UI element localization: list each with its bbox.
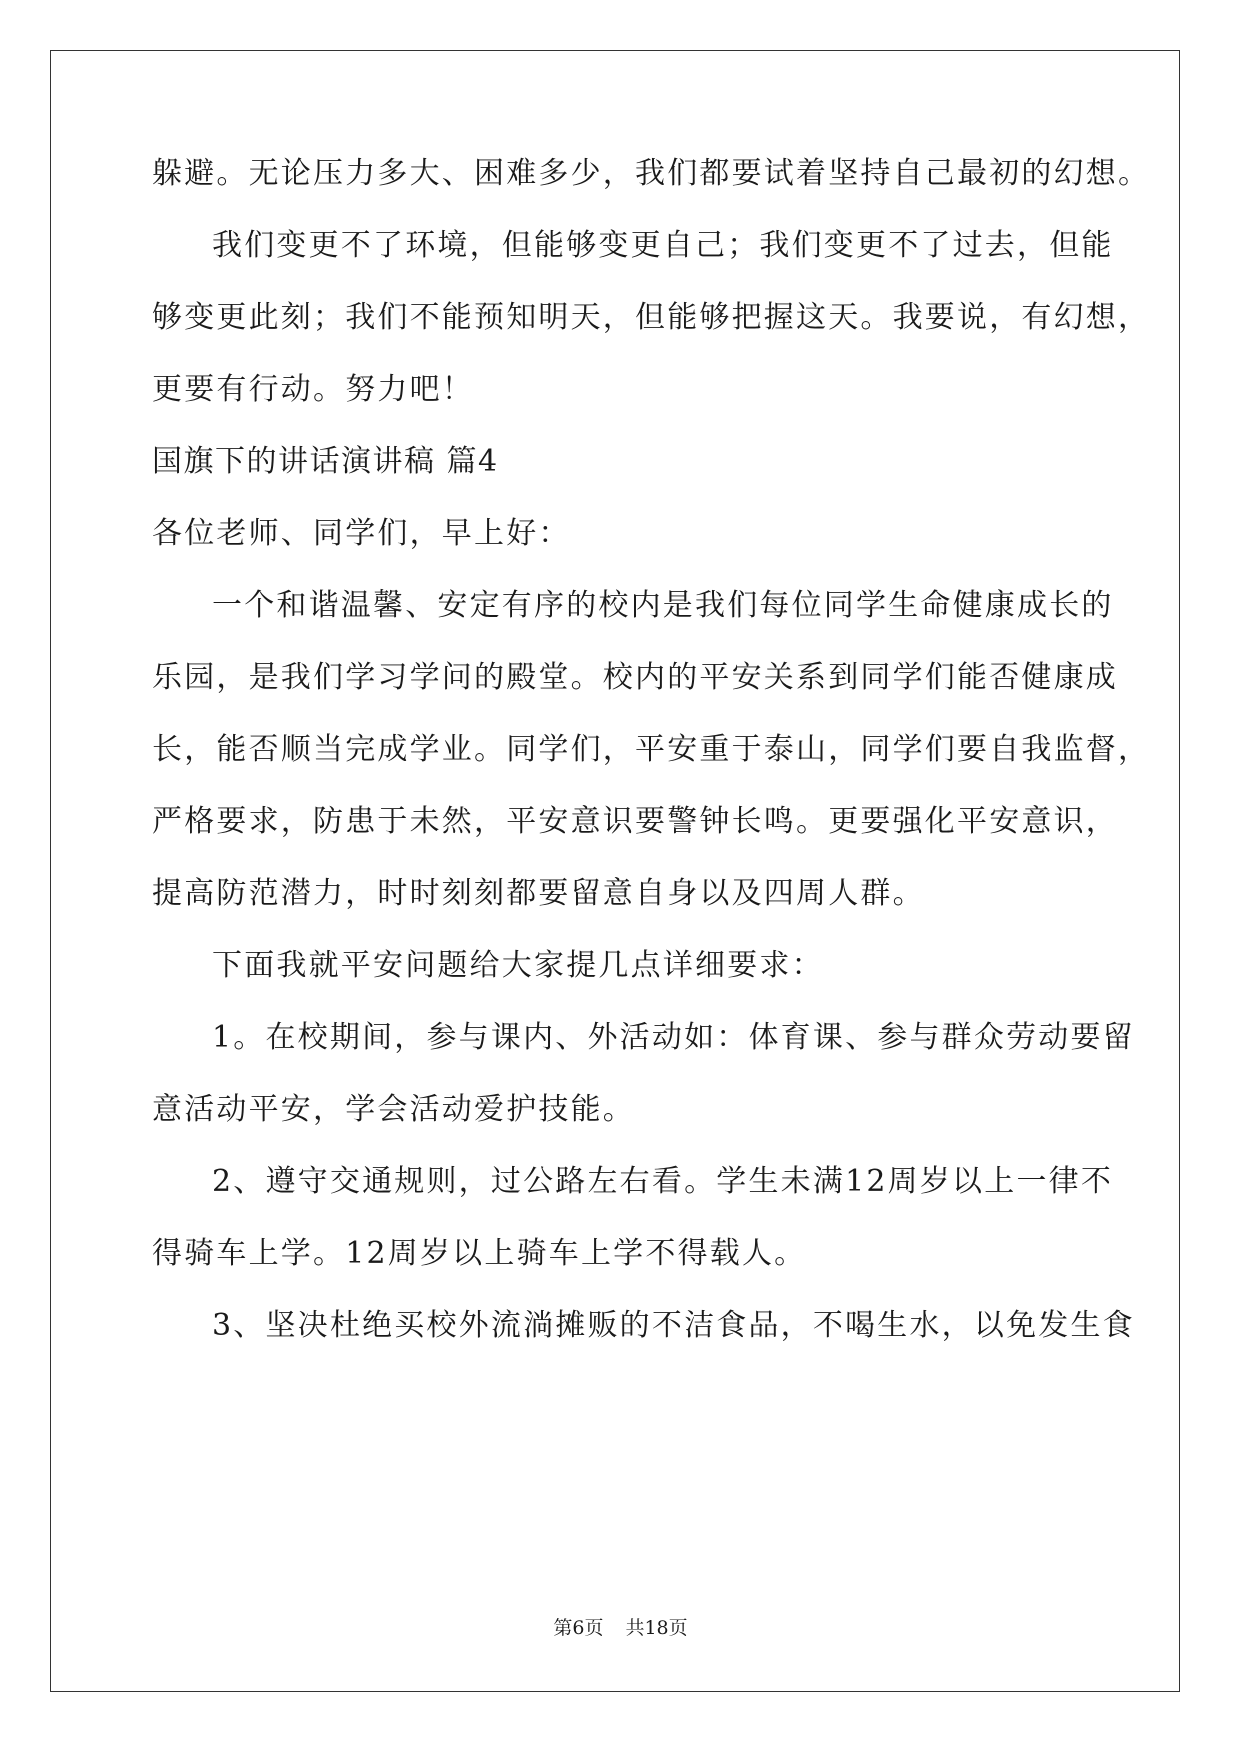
paragraph-line: 长，能否顺当完成学业。同学们，平安重于泰山，同学们要自我监督， [152, 732, 1151, 767]
paragraph-line: 提高防范潜力，时时刻刻都要留意自身以及四周人群。 [152, 876, 925, 911]
page-total: 共18页 [625, 1617, 688, 1639]
paragraph-line: 一个和谐温馨、安定有序的校内是我们每位同学生命健康成长的 [212, 588, 1114, 623]
page-border [50, 50, 1180, 1692]
paragraph-line: 1。在校期间，参与课内、外活动如：体育课、参与群众劳动要留 [212, 1020, 1135, 1055]
salutation: 各位老师、同学们，早上好： [152, 516, 571, 551]
paragraph-line: 严格要求，防患于未然，平安意识要警钟长鸣。更要强化平安意识， [152, 804, 1118, 839]
paragraph-line: 2、遵守交通规则，过公路左右看。学生未满12周岁以上一律不 [212, 1164, 1114, 1199]
section-heading: 国旗下的讲话演讲稿 篇4 [152, 444, 499, 479]
paragraph-line: 得骑车上学。12周岁以上骑车上学不得载人。 [152, 1236, 807, 1271]
paragraph-line: 我们变更不了环境，但能够变更自己；我们变更不了过去，但能 [212, 228, 1114, 263]
paragraph-line: 更要有行动。努力吧！ [152, 372, 474, 407]
paragraph-line: 下面我就平安问题给大家提几点详细要求： [212, 948, 824, 983]
page-footer [0, 1616, 1241, 1640]
paragraph-line: 3、坚决杜绝买校外流淌摊贩的不洁食品，不喝生水，以免发生食 [212, 1308, 1135, 1343]
paragraph-line: 躲避。无论压力多大、困难多少，我们都要试着坚持自己最初的幻想。 [152, 156, 1151, 191]
paragraph-line: 够变更此刻；我们不能预知明天，但能够把握这天。我要说，有幻想， [152, 300, 1151, 335]
page-number: 第6页 [553, 1617, 604, 1639]
paragraph-line: 乐园，是我们学习学问的殿堂。校内的平安关系到同学们能否健康成 [152, 660, 1118, 695]
paragraph-line: 意活动平安，学会活动爱护技能。 [152, 1092, 635, 1127]
